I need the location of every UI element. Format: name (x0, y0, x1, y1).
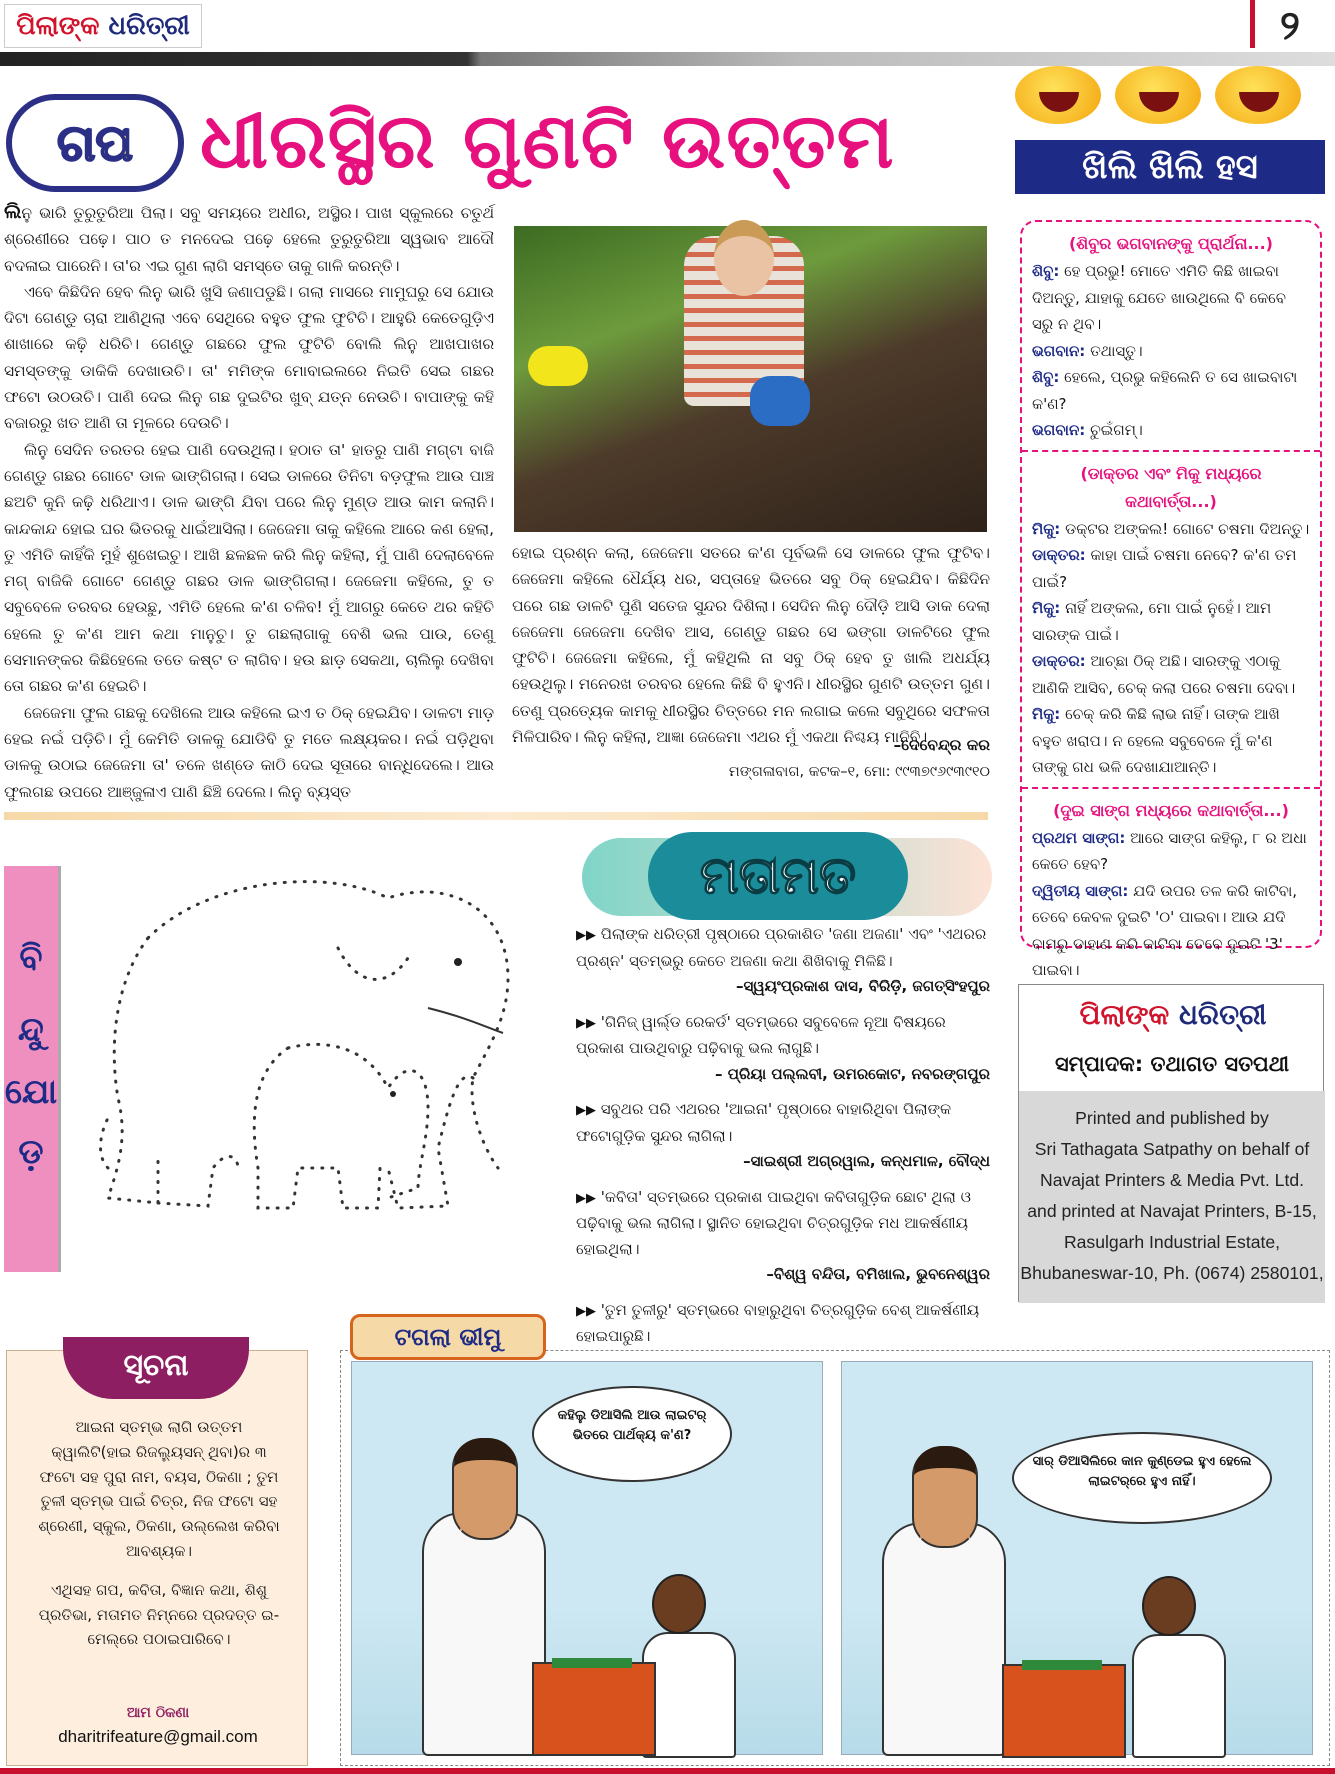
notice-paragraph: ଆଇନା ସ୍ତମ୍ଭ ଲାଗି ଉତ୍ତମ କ୍ୱାଲିଟି(ହାଇ ରିଜଲ୍ୟୁସନ୍ ଥିବା)ର ୩ ଫଟୋ ସହ ପୁରା ନାମ, ବୟସ, ଠିକଣା ; ତୁମ ତୁଳୀ ସ୍ତମ୍ଭ ପାଇଁ ଚିତ୍ର, ନିଜ ଫଟୋ ସହ ଶ୍ରେଣୀ, ସ୍କୁଲ, ଠିକଣା, ଉଲ୍ଲେଖ କରିବା ଆବଶ୍ୟକ। (38, 1418, 280, 1560)
double-arrow-icon: ▶▶ (576, 1190, 596, 1206)
joke-line: ମିକୁ: ନାହିଁ ଅଙ୍କଲ, ମୋ ପାଇଁ ନୁହେଁ। ଆମ ସାରଙ୍କ ପାଇଁ। (1032, 599, 1272, 644)
comic-panel-2 (841, 1361, 1313, 1755)
jokes-banner: ଖିଲି ଖିଲି ହସ (1015, 140, 1325, 194)
strip-letter: ନ୍ଦୁ (18, 1010, 44, 1050)
story-paragraph: ଜେଜେମା ଫୁଲ ଗଛକୁ ଦେଖିଲେ ଆଉ କହିଲେ ଇଏ ତ ଠିକ୍ ହେଇଯିବ। ଡାଳଟା ମାଡ଼ ହେଇ ନଇଁ ପଡ଼ିଚି। ମୁଁ କେମିତି ଡାଳକୁ ଯୋଡିବି ତୁ ମତେ ଲକ୍ଷ୍ୟକର। ନଇଁ ପଡ଼ିଥିବା ଡାଳକୁ ଉଠାଇ ଜେଜେମା ତା' ତଳେ ଖଣ୍ଡେ କାଠି ଦେଇ ସୂତାରେ ବାନ୍ଧିଦେଲେ। ଆଉ ଫୁଲଗଛ ଉପରେ ଆଞ୍ଜୁଳାଏ ପାଣି ଛିଞ୍ଚି ଦେଲେ। ଲିନୁ ବ୍ୟସ୍ତ (4, 703, 494, 801)
joke-line: ଡାକ୍ତର: ଆଚ୍ଛା ଠିକ୍ ଅଛି। ସାରଙ୍କୁ ଏଠାକୁ ଆଣିକି ଆସିବ, ଚେକ୍ କଲା ପରେ ଚଷମା ଦେବା। (1032, 652, 1296, 697)
joke-line: ଡାକ୍ତର: କାହା ପାଇଁ ଚଷମା ନେବେ? କ'ଣ ତମ ପାଇଁ? (1032, 546, 1297, 591)
speech-bubble: କହିଲୁ ଡିଆସିଲି ଆଉ ଲାଇଟର୍ ଭିତରେ ପାର୍ଥକ୍ୟ କ'ଣ? (532, 1386, 732, 1482)
double-arrow-icon: ▶▶ (576, 1015, 596, 1031)
masthead-word-2: ଧରିତ୍ରୀ (108, 11, 190, 41)
student-figure (1132, 1634, 1226, 1758)
student-head (1142, 1576, 1196, 1636)
opinion-list (576, 922, 990, 1385)
laughing-face-icon (1215, 66, 1301, 124)
joke-separator (1022, 450, 1320, 454)
opinion-signature: –ସ୍ୱୟଂପ୍ରକାଶ ଦାସ, ବିରିଡ଼ି, ଜଗତ୍‌ସିଂହପୁର (736, 977, 990, 995)
teacher-figure (882, 1522, 1006, 1756)
joke-line: ମିକୁ: ଚେକ୍ କରି କିଛି ଲାଭ ନାହିଁ। ତାଙ୍କ ଆଖି ବହୁତ ଖରାପ। ନ ହେଲେ ସବୁବେଳେ ମୁଁ କ'ଣ ତାଙ୍କୁ ଗଧ ଭଳି ଦେଖାଯାଆନ୍ତି। (1032, 705, 1280, 776)
drop-cap: ଲି (4, 199, 22, 223)
story-paragraph: ଲିନୁ ସେଦିନ ତରତର ହେଇ ପାଣି ଦେଉଥିଲା। ହଠାତ ତା' ହାତରୁ ପାଣି ମଗ୍‌ଟା ବାଜି ଗେଣ୍ଡୁ ଗଛର ଗୋଟେ ଡାଳ ଭାଙ୍ଗିଗଲା। ସେଇ ଡାଳରେ ତିନିଟା ବଡ଼ଫୁଲ ଆଉ ପାଞ୍ଚ ଛଅଟି କୁନି କଢ଼ି ଧରିଥାଏ। ଡାଳ ଭାଙ୍ଗି ଯିବା ପରେ ଲିନୁ ମୁଣ୍ଡ ଆଉ କାମ କଲାନି। କାନ୍ଦକାନ୍ଦ ହୋଇ ଘର ଭିତରକୁ ଧାଇଁଆସିଲା। ଜେଜେମା ତାକୁ କହିଲେ ଆରେ କଣ ହେଲା, ତୁ ଏମିତି କାହିଁକି ମୁହଁ ଶୁଖେଇଚୁ। ଆଖି ଛଳଛଳ କରି ଲିନୁ କହିଲା, ମୁଁ ପାଣି ଦେଲାବେଳେ ମଗ୍ ବାଜିକି ଗୋଟେ ଗେଣ୍ଡୁ ଗଛର ଡାଳ ଭାଙ୍ଗିଗଲା। ଜେଜେମା କହିଲେ, ତୁ ତ ସବୁବେଳେ ତରବର ହେଉଛୁ, ଏମିତି ହେଲେ କ'ଣ ଚଳିବ! ମୁଁ ଆଗରୁ କେତେ ଥର କହିଚି ହେଲେ ତୁ କ'ଣ ଆମ କଥା ମାନୁଚୁ। ତୁ ଗଛଲାଗାକୁ ବେଶି ଭଲ ପାଉ, ତେଣୁ ସେମାନଙ୍କର କିଛିହେଲେ ତତେ କଷ୍ଟ ତ ଲାଗିବ। ହଉ ଛାଡ଼ ସେକଥା, ଚାଲିଲୁ ଦେଖିବା ତୋ ଗଛର କ'ଣ ହେଇଚି। (4, 440, 494, 696)
laughing-emoji-row (1015, 66, 1325, 128)
desk (532, 1662, 656, 1756)
desk-book (1022, 1660, 1102, 1670)
imprint-logo: ପିଲାଙ୍କ ଧରିତ୍ରୀ (1079, 998, 1267, 1031)
notice-box (6, 1350, 308, 1766)
opinion-signature: –ସାଇଶ୍ରୀ ଅଗ୍ରୱାଲ, କନ୍ଧମାଳ, ବୌଦ୍ଧ (743, 1152, 990, 1170)
opinion-title: ମତାମତ (648, 832, 908, 920)
notice-email[interactable]: dharitrifeature@gmail.com (58, 1727, 258, 1746)
comic-strip (340, 1350, 1330, 1766)
imprint-box (1018, 984, 1324, 1302)
story-paragraph (4, 198, 494, 279)
masthead-word-1: ପିଲାଙ୍କ (16, 11, 100, 41)
joke-line: ଶିବୁ: ହେ ପ୍ରଭୁ! ମୋତେ ଏମିତି କିଛି ଖାଇବା ଦିଅନ୍ତୁ, ଯାହାକୁ ଯେତେ ଖାଉଥିଲେ ବି କେବେ ସରୁ ନ ଥିବ। (1032, 262, 1286, 333)
story-author: –ଦେବେନ୍ଦ୍ର କର (893, 736, 990, 754)
strip-letter: ଡ଼ (18, 1132, 44, 1172)
photo-yellow-glove (528, 346, 588, 386)
photo-blue-glove (750, 376, 810, 426)
joke-line: ପ୍ରଥମ ସାଙ୍ଗ: ଆରେ ସାଙ୍ଗ କହିଲୁ, ୮ ର ଅଧା କେତେ ହେବ? (1032, 828, 1307, 873)
story-column-left (4, 198, 494, 805)
teacher-figure (422, 1512, 546, 1756)
notice-paragraph: ଏଥିସହ ଗପ, କବିତା, ବିଜ୍ଞାନ କଥା, ଶିଶୁ ପ୍ରତିଭା, ମତାମତ ନିମ୍ନରେ ପ୍ରଦତ୍ତ ଇ-ମେଲ୍‌ରେ ପଠାଇପାରିବେ। (38, 1580, 280, 1649)
student-head (652, 1574, 706, 1634)
speech-bubble: ସାର୍ ଡିଆସିଲିରେ କାନ କୁଣ୍ଡେଇ ହୁଏ ହେଲେ ଲାଇଟର୍‌ରେ ହୁଏ ନାହିଁ। (1012, 1432, 1272, 1524)
section-divider (4, 812, 988, 820)
joke-line: ମିକୁ: ଡକ୍ଟର ଅଙ୍କଲ! ଗୋଟେ ଚଷମା ଦିଅନ୍ତୁ। (1032, 519, 1310, 538)
publisher-line: Rasulgarh Industrial Estate, (1063, 1232, 1281, 1252)
opinion-signature: –ବିଶ୍ୱ ବନ୍ଦିତା, ବମିଖାଲ, ଭୁବନେଶ୍ୱର (766, 1265, 990, 1283)
publisher-details (1019, 1091, 1325, 1303)
story-photo-boy-gardening (514, 226, 987, 532)
story-paragraph-text: ନୁ ଭାରି ତୁରୁତୁରିଆ ପିଲା। ସବୁ ସମୟରେ ଅଧୀର, ଅସ୍ଥିର। ପାଖ ସ୍କୁଲରେ ଚତୁର୍ଥ ଶ୍ରେଣୀରେ ପଢ଼େ। ପାଠ ତ ମନଦେଇ ପଢ଼େ ହେଲେ ତୁରୁତୁରିଆ ସ୍ୱଭାବ ଆଦୌ ବଦଳାଇ ପାରେନି। ତା'ର ଏଇ ଗୁଣ ଲାଗି ସମସ୍ତେ ତାକୁ ଗାଳି କରନ୍ତି। (4, 204, 494, 275)
joke-line: ଭଗବାନ: ତଥାସ୍ତୁ। (1032, 341, 1143, 360)
laughing-face-icon (1015, 66, 1101, 124)
dot-to-dot-strip (4, 866, 61, 1272)
joke-line: ଦ୍ୱିତୀୟ ସାଙ୍ଗ: ଯଦି ଉପର ତଳ କରି କାଟିବା, ତେବେ କେବଳ ଦୁଇଟି '୦' ପାଇବା। ଆଉ ଯଦି ବାମରୁ ଡାହାଣ କରି କାଟିବା ତେବେ ଦୁଇଟି '3' ପାଇବା। (1032, 881, 1298, 979)
notice-address-heading: ଆମ ଠିକଣା (126, 1705, 190, 1721)
editor-line: ସମ୍ପାଦକ: ତଥାଗତ ସତପଥୀ (1054, 1052, 1290, 1076)
notice-body (37, 1415, 281, 1666)
double-arrow-icon: ▶▶ (576, 928, 596, 943)
publisher-line: and printed at Navajat Printers, B-15, (1027, 1201, 1317, 1221)
story-paragraph: ଏବେ କିଛିଦିନ ହେବ ଲିନୁ ଭାରି ଖୁସି ଜଣାପଡୁଛି। ଗଲା ମାସରେ ମାମୁଘରୁ ସେ ଯୋଉ ଦିଟା ଗେଣ୍ଡୁ ଚାରା ଆଣିଥିଲା ଏବେ ସେଥିରେ ବହୁତ ଫୁଲ ଫୁଟିଚି। ଆହୁରି କେତେଗୁଡ଼ିଏ ଶାଖାରେ କଢ଼ି ଧରିଚି। ଗେଣ୍ଡୁ ଗଛରେ ଫୁଲ ଫୁଟିଚି ବୋଲି ଲିନୁ ଆଖପାଖର ସମସ୍ତଙ୍କୁ ଡାକିକି ଦେଖାଉଚି। ତା' ମମିଙ୍କ ମୋବାଇଲରେ ନିଇତି ସେଇ ଗଛର ଫଟୋ ଉଠଉଚି। ପାଣି ଦେଇ ଲିନୁ ଗଛ ଦୁଇଟିର ଖୁବ୍ ଯତ୍ନ ନେଉଚି। ବାପାଙ୍କୁ କହି ବଜାରରୁ ଖତ ଆଣି ତା ମୂଳରେ ଦେଉଚି। (4, 282, 494, 433)
joke-heading: (ଡାକ୍ତର ଏବଂ ମିକୁ ମଧ୍ୟରେ କଥାବାର୍ତ୍ତା...) (1080, 463, 1262, 511)
comic-title: ଟଗଲା ଭୀମୁ (350, 1314, 546, 1360)
story-author-address: ମଙ୍ଗଳାବାଗ, କଟକ–୧, ମୋ: ୯୯୩୭୯୬୯୩୯୧୦ (728, 764, 990, 780)
joke-line: ଭଗବାନ: ଚୁଇଁଗମ୍। (1032, 421, 1143, 439)
masthead-logo (4, 4, 202, 48)
laughing-face-icon (1115, 66, 1201, 124)
section-label: ଗପ (6, 94, 184, 192)
footer-rule (0, 1768, 1335, 1774)
publisher-line: Printed and published by (1075, 1108, 1269, 1128)
desk-book (552, 1658, 632, 1668)
strip-letter: ଯୋ (4, 1072, 58, 1112)
opinion-text: ▶▶ 'କବିତା' ସ୍ତମ୍ଭରେ ପ୍ରକାଶ ପାଇଥିବା କବିତାଗୁଡ଼ିକ ଛୋଟ ଥିଲା ଓ ପଢ଼ିବାକୁ ଭଲ ଲାଗିଲା। ସ୍ଥାନିତ ହୋଇଥିବା ଚିତ୍ରଗୁଡ଼ିକ ମଧ ଆକର୍ଷଣୀୟ ହୋଇଥିଲା। (576, 1187, 971, 1258)
opinion-text: ▶▶ 'ତୁମ ତୁଳୀରୁ' ସ୍ତମ୍ଭରେ ବାହାରୁଥିବା ଚିତ୍ରଗୁଡ଼ିକ ବେଶ୍ ଆକର୍ଷଣୀୟ ହୋଇପାରୁଛି। (576, 1300, 980, 1345)
header-rule (0, 52, 1335, 66)
opinion-text: ▶▶ 'ଗିନିଜ୍ ୱାର୍ଲ୍ଡ ରେକର୍ଡ' ସ୍ତମ୍ଭରେ ସବୁବେଳେ ନୂଆ ବିଷୟରେ ପ୍ରକାଶ ପାଉଥିବାରୁ ପଢ଼ିବାକୁ ଭଲ ଲାଗୁଛି। (576, 1012, 946, 1057)
teacher-head (912, 1446, 978, 1548)
story-title: ଧୀରସ୍ଥିର ଗୁଣଟି ଉତ୍ତମ (200, 96, 895, 185)
story-continuation: ହୋଇ ପ୍ରଶ୍ନ କଲା, ଜେଜେମା ସତରେ କ'ଣ ପୂର୍ବଭଳି ସେ ଡାଳରେ ଫୁଲ ଫୁଟିବ। ଜେଜେମା କହିଲେ ଧୈର୍ଯ୍ୟ ଧର, ସପ୍ତାହେ ଭିତରେ ସବୁ ଠିକ୍ ହେଇଯିବ। କିଛିଦିନ ପରେ ଗଛ ଡାଳଟି ପୁଣି ସତେଜ ସୁନ୍ଦର ଦିଶିଲା। ସେଦିନ ଲିନୁ ଦୌଡ଼ି ଆସି ଡାକ ଦେଲା ଜେଜେମା ଜେଜେମା ଦେଖିବ ଆସ, ଗେଣ୍ଡୁ ଗଛର ସେ ଭଙ୍ଗା ଡାଳଟିରେ ଫୁଲ ଫୁଟିଚି। ଜେଜେମା କହିଲେ, ମୁଁ କହିଥିଲି ନା ସବୁ ଠିକ୍ ହେବ ତୁ ଖାଲି ଅଧର୍ଯ୍ୟ ହେଉଥିଲୁ। ମନେରଖ ତରବର ହେଲେ କିଛି ବି ହୁଏନି। ଧୀରସ୍ଥିର ଗୁଣଟି ଉତ୍ତମ ଗୁଣ। ତେଣୁ ପ୍ରତ୍ୟେକ କାମକୁ ଧୀରସ୍ଥିର ଚିତ୍ତରେ ମନ ଲଗାଇ କଲେ ସବୁଥିରେ ସଫଳତା ମିଳିପାରିବ। ଲିନୁ କହିଲା, ଆଜ୍ଞା ଜେଜେମା ଏଥର ମୁଁ ଏକଥା ନିଶ୍ଚୟ ମାନିବି। (512, 544, 990, 747)
opinion-text: ▶▶ ପିଲାଙ୍କ ଧରିତ୍ରୀ ପୃଷ୍ଠାରେ ପ୍ରକାଶିତ 'ଜଣା ଅଜଣା' ଏବଂ 'ଏଥରର ପ୍ରଶ୍ନ' ସ୍ତମ୍ଭରୁ କେତେ ଅଜଣା କଥା ଶିଖିବାକୁ ମିଳିଛି। (576, 925, 987, 970)
teacher-head (452, 1438, 518, 1540)
story-column-right (512, 540, 990, 750)
student-figure (642, 1632, 736, 1758)
comic-panel-1 (351, 1361, 823, 1755)
dotted-elephant-puzzle (88, 868, 558, 1248)
publisher-line: Sri Tathagata Satpathy on behalf of (1034, 1139, 1310, 1159)
photo-head (714, 220, 774, 296)
jokes-panel (1020, 220, 1322, 979)
joke-separator (1022, 787, 1320, 791)
publisher-line: Navajat Printers & Media Pvt. Ltd. (1039, 1170, 1305, 1190)
notice-title: ସୂଚନା (63, 1337, 249, 1399)
joke-line: ଶିବୁ: ହେଲେ, ପ୍ରଭୁ କହିଲେନି ତ ସେ ଖାଇବାଟା କ'ଣ? (1032, 368, 1298, 413)
double-arrow-icon: ▶▶ (576, 1103, 596, 1118)
desk (1002, 1664, 1126, 1758)
page-number: ୨ (1250, 0, 1325, 48)
opinion-text: ▶▶ ସବୁଥର ପରି ଏଥରର 'ଆଇନା' ପୃଷ୍ଠାରେ ବାହାରିଥିବା ପିଲାଙ୍କ ଫଟୋଗୁଡ଼ିକ ସୁନ୍ଦର ଲାଗିଲା। (576, 1100, 952, 1145)
publisher-line: Bhubaneswar-10, Ph. (0674) 2580101, (1020, 1263, 1324, 1283)
opinion-signature: – ପ୍ରିୟା ପଲ୍ଲବୀ, ଉମରକୋଟ, ନବରଙ୍ଗପୁର (715, 1064, 990, 1083)
joke-heading: (ଦୁଇ ସାଙ୍ଗ ମଧ୍ୟରେ କଥାବାର୍ତ୍ତା...) (1053, 800, 1289, 820)
joke-heading: (ଶିବୁର ଭଗବାନଙ୍କୁ ପ୍ରାର୍ଥନା...) (1068, 234, 1273, 253)
strip-letter: ବି (19, 938, 43, 978)
double-arrow-icon: ▶▶ (576, 1303, 596, 1319)
